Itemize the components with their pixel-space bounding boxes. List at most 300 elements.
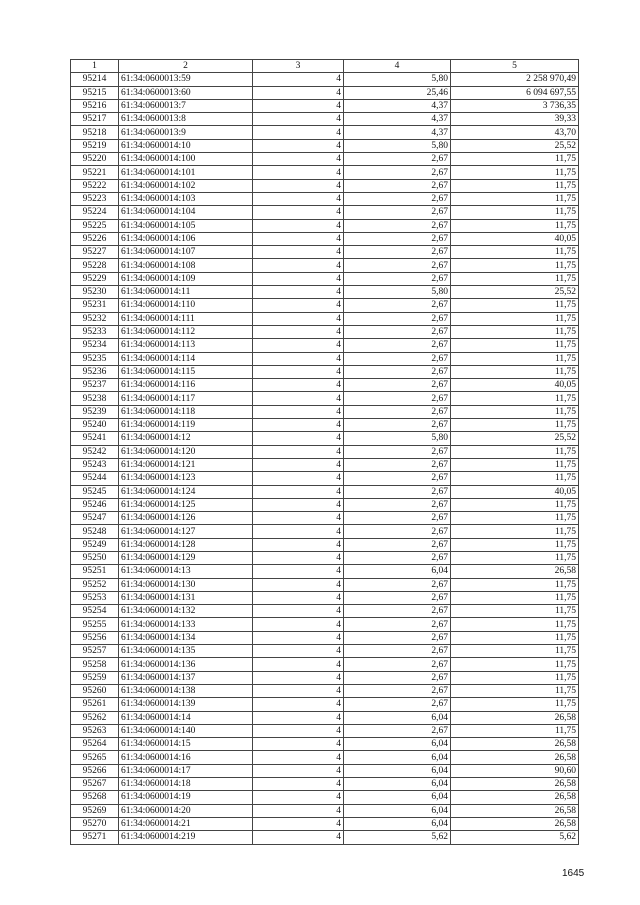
rate-cell: 2,67 [344, 525, 451, 538]
code-cell: 4 [253, 379, 344, 392]
table-row [71, 445, 579, 458]
code-cell: 4 [253, 246, 344, 259]
row-number-cell: 95232 [71, 312, 119, 325]
value-cell: 25,52 [451, 139, 579, 152]
code-cell: 4 [253, 605, 344, 618]
cadastral-number-cell: 61:34:0600014:16 [119, 751, 253, 764]
value-cell: 11,75 [451, 472, 579, 485]
row-number-cell: 95266 [71, 764, 119, 777]
rate-cell: 2,67 [344, 578, 451, 591]
rate-cell: 2,67 [344, 551, 451, 564]
code-cell: 4 [253, 299, 344, 312]
code-cell: 4 [253, 312, 344, 325]
table-row [71, 432, 579, 445]
code-cell: 4 [253, 126, 344, 139]
table-row [71, 631, 579, 644]
code-cell: 4 [253, 405, 344, 418]
table-row [71, 153, 579, 166]
cadastral-number-cell: 61:34:0600014:140 [119, 724, 253, 737]
code-cell: 4 [253, 591, 344, 604]
code-cell: 4 [253, 804, 344, 817]
table-row [71, 831, 579, 844]
table-row [71, 498, 579, 511]
row-number-cell: 95239 [71, 405, 119, 418]
cadastral-number-cell: 61:34:0600013:60 [119, 86, 253, 99]
code-cell: 4 [253, 671, 344, 684]
row-number-cell: 95220 [71, 153, 119, 166]
table-row [71, 565, 579, 578]
table-row [71, 724, 579, 737]
table-row [71, 325, 579, 338]
code-cell: 4 [253, 86, 344, 99]
value-cell: 11,75 [451, 591, 579, 604]
row-number-cell: 95215 [71, 86, 119, 99]
value-cell: 26,58 [451, 711, 579, 724]
table-row [71, 339, 579, 352]
cadastral-number-cell: 61:34:0600014:219 [119, 831, 253, 844]
cadastral-number-cell: 61:34:0600014:13 [119, 565, 253, 578]
table-row [71, 791, 579, 804]
value-cell: 11,75 [451, 339, 579, 352]
rate-cell: 2,67 [344, 445, 451, 458]
table-row [71, 73, 579, 86]
row-number-cell: 95244 [71, 472, 119, 485]
rate-cell: 2,67 [344, 631, 451, 644]
value-cell: 39,33 [451, 113, 579, 126]
cadastral-value-table [70, 59, 579, 845]
code-cell: 4 [253, 139, 344, 152]
rate-cell: 2,67 [344, 591, 451, 604]
table-row [71, 86, 579, 99]
code-cell: 4 [253, 711, 344, 724]
code-cell: 4 [253, 113, 344, 126]
rate-cell: 2,67 [344, 512, 451, 525]
row-number-cell: 95246 [71, 498, 119, 511]
code-cell: 4 [253, 578, 344, 591]
row-number-cell: 95258 [71, 658, 119, 671]
cadastral-number-cell: 61:34:0600014:139 [119, 698, 253, 711]
table-row [71, 764, 579, 777]
table-row [71, 591, 579, 604]
value-cell: 11,75 [451, 525, 579, 538]
rate-cell: 6,04 [344, 751, 451, 764]
code-cell: 4 [253, 538, 344, 551]
row-number-cell: 95263 [71, 724, 119, 737]
value-cell: 11,75 [451, 192, 579, 205]
value-cell: 11,75 [451, 352, 579, 365]
code-cell: 4 [253, 219, 344, 232]
table-row [71, 551, 579, 564]
row-number-cell: 95252 [71, 578, 119, 591]
rate-cell: 6,04 [344, 565, 451, 578]
row-number-cell: 95265 [71, 751, 119, 764]
code-cell: 4 [253, 498, 344, 511]
table-row [71, 312, 579, 325]
value-cell: 11,75 [451, 246, 579, 259]
rate-cell: 5,80 [344, 139, 451, 152]
cadastral-number-cell: 61:34:0600014:124 [119, 485, 253, 498]
code-cell: 4 [253, 99, 344, 112]
cadastral-number-cell: 61:34:0600014:19 [119, 791, 253, 804]
rate-cell: 5,80 [344, 73, 451, 86]
row-number-cell: 95264 [71, 738, 119, 751]
row-number-cell: 95230 [71, 286, 119, 299]
cadastral-number-cell: 61:34:0600014:121 [119, 458, 253, 471]
rate-cell: 6,04 [344, 817, 451, 830]
rate-cell: 2,67 [344, 179, 451, 192]
value-cell: 11,75 [451, 365, 579, 378]
table-row [71, 778, 579, 791]
rate-cell: 2,67 [344, 538, 451, 551]
rate-cell: 2,67 [344, 618, 451, 631]
code-cell: 4 [253, 698, 344, 711]
table-row [71, 485, 579, 498]
row-number-cell: 95243 [71, 458, 119, 471]
table-row [71, 525, 579, 538]
cadastral-number-cell: 61:34:0600014:136 [119, 658, 253, 671]
row-number-cell: 95240 [71, 419, 119, 432]
cadastral-number-cell: 61:34:0600014:15 [119, 738, 253, 751]
code-cell: 4 [253, 485, 344, 498]
code-cell: 4 [253, 724, 344, 737]
table-row [71, 126, 579, 139]
table-row [71, 578, 579, 591]
rate-cell: 2,67 [344, 472, 451, 485]
value-cell: 26,58 [451, 565, 579, 578]
row-number-cell: 95255 [71, 618, 119, 631]
row-number-cell: 95223 [71, 192, 119, 205]
row-number-cell: 95249 [71, 538, 119, 551]
cadastral-number-cell: 61:34:0600014:125 [119, 498, 253, 511]
value-cell: 26,58 [451, 751, 579, 764]
code-cell: 4 [253, 684, 344, 697]
row-number-cell: 95233 [71, 325, 119, 338]
code-cell: 4 [253, 525, 344, 538]
cadastral-number-cell: 61:34:0600014:134 [119, 631, 253, 644]
rate-cell: 6,04 [344, 778, 451, 791]
table-row [71, 259, 579, 272]
code-cell: 4 [253, 831, 344, 844]
code-cell: 4 [253, 153, 344, 166]
cadastral-number-cell: 61:34:0600014:111 [119, 312, 253, 325]
cadastral-number-cell: 61:34:0600014:130 [119, 578, 253, 591]
row-number-cell: 95261 [71, 698, 119, 711]
row-number-cell: 95248 [71, 525, 119, 538]
rate-cell: 5,80 [344, 286, 451, 299]
cadastral-number-cell: 61:34:0600014:131 [119, 591, 253, 604]
row-number-cell: 95245 [71, 485, 119, 498]
rate-cell: 2,67 [344, 365, 451, 378]
row-number-cell: 95250 [71, 551, 119, 564]
table-row [71, 671, 579, 684]
table-body [71, 73, 579, 844]
table-row [71, 246, 579, 259]
value-cell: 11,75 [451, 419, 579, 432]
cadastral-number-cell: 61:34:0600014:117 [119, 392, 253, 405]
cadastral-number-cell: 61:34:0600014:109 [119, 272, 253, 285]
value-cell: 11,75 [451, 312, 579, 325]
row-number-cell: 95225 [71, 219, 119, 232]
row-number-cell: 95235 [71, 352, 119, 365]
table-row [71, 206, 579, 219]
value-cell: 26,58 [451, 804, 579, 817]
cadastral-number-cell: 61:34:0600014:116 [119, 379, 253, 392]
code-cell: 4 [253, 778, 344, 791]
cadastral-number-cell: 61:34:0600014:112 [119, 325, 253, 338]
row-number-cell: 95236 [71, 365, 119, 378]
rate-cell: 2,67 [344, 645, 451, 658]
table-row [71, 817, 579, 830]
table-header-row [71, 60, 579, 73]
value-cell: 11,75 [451, 392, 579, 405]
column-header-1: 1 [71, 60, 119, 73]
cadastral-number-cell: 61:34:0600014:138 [119, 684, 253, 697]
table-row [71, 658, 579, 671]
value-cell: 25,52 [451, 432, 579, 445]
code-cell: 4 [253, 206, 344, 219]
table-row [71, 618, 579, 631]
cadastral-number-cell: 61:34:0600014:105 [119, 219, 253, 232]
cadastral-number-cell: 61:34:0600014:12 [119, 432, 253, 445]
value-cell: 11,75 [451, 458, 579, 471]
value-cell: 11,75 [451, 445, 579, 458]
cadastral-number-cell: 61:34:0600013:9 [119, 126, 253, 139]
code-cell: 4 [253, 365, 344, 378]
value-cell: 26,58 [451, 738, 579, 751]
rate-cell: 2,67 [344, 232, 451, 245]
row-number-cell: 95253 [71, 591, 119, 604]
table-row [71, 192, 579, 205]
cadastral-number-cell: 61:34:0600014:110 [119, 299, 253, 312]
table-row [71, 711, 579, 724]
rate-cell: 5,80 [344, 432, 451, 445]
cadastral-number-cell: 61:34:0600014:106 [119, 232, 253, 245]
row-number-cell: 95228 [71, 259, 119, 272]
rate-cell: 2,67 [344, 671, 451, 684]
value-cell: 90,60 [451, 764, 579, 777]
rate-cell: 2,67 [344, 259, 451, 272]
value-cell: 11,75 [451, 605, 579, 618]
row-number-cell: 95247 [71, 512, 119, 525]
rate-cell: 2,67 [344, 658, 451, 671]
row-number-cell: 95234 [71, 339, 119, 352]
table-row [71, 166, 579, 179]
rate-cell: 2,67 [344, 724, 451, 737]
value-cell: 43,70 [451, 126, 579, 139]
value-cell: 11,75 [451, 698, 579, 711]
value-cell: 11,75 [451, 219, 579, 232]
rate-cell: 4,37 [344, 113, 451, 126]
code-cell: 4 [253, 325, 344, 338]
row-number-cell: 95270 [71, 817, 119, 830]
table-row [71, 698, 579, 711]
code-cell: 4 [253, 192, 344, 205]
table-row [71, 472, 579, 485]
code-cell: 4 [253, 419, 344, 432]
rate-cell: 25,46 [344, 86, 451, 99]
row-number-cell: 95227 [71, 246, 119, 259]
cadastral-number-cell: 61:34:0600014:18 [119, 778, 253, 791]
rate-cell: 2,67 [344, 246, 451, 259]
rate-cell: 4,37 [344, 126, 451, 139]
column-header-5: 5 [451, 60, 579, 73]
column-header-4: 4 [344, 60, 451, 73]
value-cell: 11,75 [451, 179, 579, 192]
table-row [71, 804, 579, 817]
row-number-cell: 95219 [71, 139, 119, 152]
cadastral-number-cell: 61:34:0600014:129 [119, 551, 253, 564]
value-cell: 11,75 [451, 618, 579, 631]
value-cell: 2 258 970,49 [451, 73, 579, 86]
row-number-cell: 95241 [71, 432, 119, 445]
cadastral-number-cell: 61:34:0600014:103 [119, 192, 253, 205]
cadastral-number-cell: 61:34:0600014:137 [119, 671, 253, 684]
table-row [71, 405, 579, 418]
rate-cell: 6,04 [344, 804, 451, 817]
code-cell: 4 [253, 512, 344, 525]
code-cell: 4 [253, 738, 344, 751]
code-cell: 4 [253, 352, 344, 365]
table-row [71, 299, 579, 312]
rate-cell: 2,67 [344, 605, 451, 618]
rate-cell: 2,67 [344, 153, 451, 166]
rate-cell: 2,67 [344, 325, 451, 338]
rate-cell: 2,67 [344, 312, 451, 325]
code-cell: 4 [253, 791, 344, 804]
code-cell: 4 [253, 565, 344, 578]
row-number-cell: 95269 [71, 804, 119, 817]
code-cell: 4 [253, 458, 344, 471]
value-cell: 25,52 [451, 286, 579, 299]
table-row [71, 113, 579, 126]
value-cell: 5,62 [451, 831, 579, 844]
code-cell: 4 [253, 551, 344, 564]
value-cell: 11,75 [451, 724, 579, 737]
code-cell: 4 [253, 445, 344, 458]
cadastral-number-cell: 61:34:0600014:135 [119, 645, 253, 658]
code-cell: 4 [253, 286, 344, 299]
cadastral-number-cell: 61:34:0600014:118 [119, 405, 253, 418]
value-cell: 11,75 [451, 684, 579, 697]
column-header-2: 2 [119, 60, 253, 73]
cadastral-number-cell: 61:34:0600014:10 [119, 139, 253, 152]
table-row [71, 419, 579, 432]
table-row [71, 286, 579, 299]
row-number-cell: 95224 [71, 206, 119, 219]
table-row [71, 645, 579, 658]
rate-cell: 2,67 [344, 206, 451, 219]
rate-cell: 6,04 [344, 764, 451, 777]
rate-cell: 2,67 [344, 698, 451, 711]
value-cell: 11,75 [451, 405, 579, 418]
code-cell: 4 [253, 179, 344, 192]
cadastral-number-cell: 61:34:0600013:8 [119, 113, 253, 126]
page-number: 1645 [562, 868, 585, 879]
value-cell: 26,58 [451, 817, 579, 830]
value-cell: 26,58 [451, 778, 579, 791]
value-cell: 40,05 [451, 485, 579, 498]
cadastral-number-cell: 61:34:0600014:115 [119, 365, 253, 378]
value-cell: 3 736,35 [451, 99, 579, 112]
code-cell: 4 [253, 817, 344, 830]
value-cell: 11,75 [451, 259, 579, 272]
code-cell: 4 [253, 272, 344, 285]
row-number-cell: 95226 [71, 232, 119, 245]
cadastral-number-cell: 61:34:0600014:128 [119, 538, 253, 551]
value-cell: 11,75 [451, 512, 579, 525]
code-cell: 4 [253, 618, 344, 631]
rate-cell: 2,67 [344, 166, 451, 179]
row-number-cell: 95218 [71, 126, 119, 139]
code-cell: 4 [253, 751, 344, 764]
rate-cell: 2,67 [344, 392, 451, 405]
rate-cell: 2,67 [344, 272, 451, 285]
table-row [71, 751, 579, 764]
rate-cell: 6,04 [344, 738, 451, 751]
value-cell: 11,75 [451, 299, 579, 312]
value-cell: 26,58 [451, 791, 579, 804]
row-number-cell: 95267 [71, 778, 119, 791]
cadastral-number-cell: 61:34:0600014:132 [119, 605, 253, 618]
rate-cell: 2,67 [344, 339, 451, 352]
code-cell: 4 [253, 631, 344, 644]
table-row [71, 179, 579, 192]
cadastral-number-cell: 61:34:0600014:133 [119, 618, 253, 631]
code-cell: 4 [253, 73, 344, 86]
table-row [71, 392, 579, 405]
value-cell: 11,75 [451, 645, 579, 658]
rate-cell: 4,37 [344, 99, 451, 112]
row-number-cell: 95257 [71, 645, 119, 658]
cadastral-number-cell: 61:34:0600014:120 [119, 445, 253, 458]
cadastral-number-cell: 61:34:0600014:108 [119, 259, 253, 272]
row-number-cell: 95262 [71, 711, 119, 724]
table-row [71, 272, 579, 285]
row-number-cell: 95214 [71, 73, 119, 86]
value-cell: 11,75 [451, 206, 579, 219]
value-cell: 11,75 [451, 153, 579, 166]
cadastral-number-cell: 61:34:0600013:7 [119, 99, 253, 112]
row-number-cell: 95217 [71, 113, 119, 126]
cadastral-number-cell: 61:34:0600014:21 [119, 817, 253, 830]
row-number-cell: 95216 [71, 99, 119, 112]
table-row [71, 232, 579, 245]
value-cell: 11,75 [451, 551, 579, 564]
rate-cell: 2,67 [344, 498, 451, 511]
row-number-cell: 95271 [71, 831, 119, 844]
table-row [71, 219, 579, 232]
cadastral-number-cell: 61:34:0600014:127 [119, 525, 253, 538]
value-cell: 11,75 [451, 272, 579, 285]
value-cell: 11,75 [451, 658, 579, 671]
cadastral-number-cell: 61:34:0600014:101 [119, 166, 253, 179]
row-number-cell: 95242 [71, 445, 119, 458]
code-cell: 4 [253, 472, 344, 485]
code-cell: 4 [253, 764, 344, 777]
value-cell: 11,75 [451, 631, 579, 644]
cadastral-number-cell: 61:34:0600014:114 [119, 352, 253, 365]
cadastral-number-cell: 61:34:0600014:104 [119, 206, 253, 219]
table-row [71, 684, 579, 697]
rate-cell: 2,67 [344, 219, 451, 232]
value-cell: 11,75 [451, 498, 579, 511]
cadastral-number-cell: 61:34:0600014:119 [119, 419, 253, 432]
rate-cell: 6,04 [344, 791, 451, 804]
table-row [71, 379, 579, 392]
table-row [71, 738, 579, 751]
code-cell: 4 [253, 339, 344, 352]
code-cell: 4 [253, 166, 344, 179]
